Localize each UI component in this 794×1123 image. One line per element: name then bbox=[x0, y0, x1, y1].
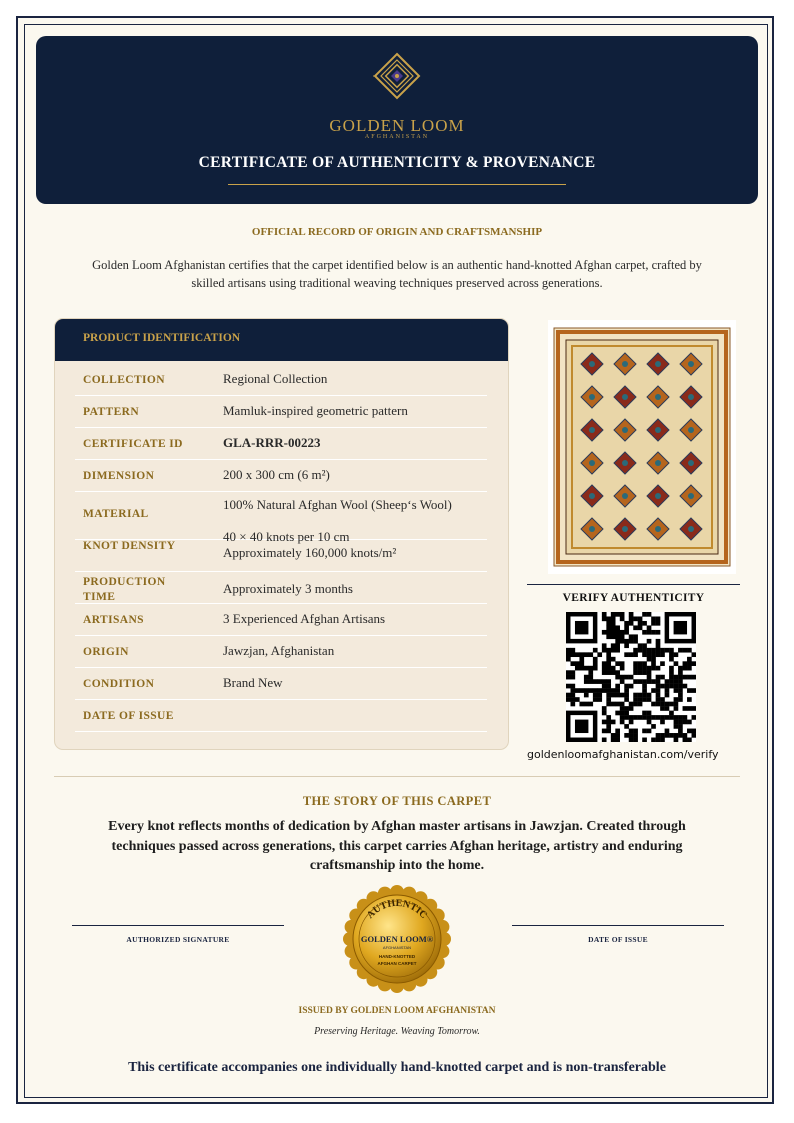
golden-loom-logo-icon bbox=[373, 52, 421, 100]
product-row-key: ORIGIN bbox=[83, 646, 129, 658]
date-of-issue-label: DATE OF ISSUE bbox=[588, 935, 648, 944]
product-row-key: COLLECTION bbox=[83, 374, 165, 386]
verify-divider bbox=[527, 584, 740, 585]
product-row-value: Mamluk-inspired geometric pattern bbox=[223, 403, 408, 418]
intro-label: OFFICIAL RECORD OF ORIGIN AND CRAFTSMANSHIP bbox=[251, 226, 543, 238]
product-row-value: Jawzjan, Afghanistan bbox=[223, 643, 335, 658]
product-row bbox=[75, 603, 487, 636]
header-divider bbox=[228, 184, 566, 185]
product-row-key: MATERIAL bbox=[83, 508, 149, 520]
product-row-value: 100% Natural Afghan Wool (Sheep‘s Wool) bbox=[223, 497, 452, 512]
product-row bbox=[75, 667, 487, 700]
product-row-key: CONDITION bbox=[83, 678, 155, 690]
product-row-key: DATE OF ISSUE bbox=[83, 710, 174, 722]
story-text: Every knot reflects months of dedication by Afghan master artisans in Jawzjan. Created through techniques passed across generations, this carpet carries Afghan heritage, artistry and enduring craftsmanship into the home. bbox=[108, 819, 686, 873]
issued-by: ISSUED BY GOLDEN LOOM AFGHANISTAN bbox=[298, 1006, 496, 1016]
product-row-key: DIMENSION bbox=[83, 470, 155, 482]
product-row-key: PRODUCTION TIME bbox=[83, 576, 166, 603]
product-row bbox=[75, 635, 487, 668]
product-row-value: Approximately 3 months bbox=[223, 581, 353, 596]
date-of-issue-line bbox=[512, 925, 724, 926]
certificate-header bbox=[36, 36, 758, 204]
seal-brand-sub: AFGHANISTAN bbox=[382, 945, 412, 950]
product-row-value: 200 x 300 cm (6 m²) bbox=[223, 467, 330, 482]
carpet-image bbox=[548, 320, 736, 574]
certificate-title: CERTIFICATE OF AUTHENTICITY & PROVENANCE bbox=[198, 154, 596, 171]
product-row-value: Brand New bbox=[223, 675, 283, 690]
story-title: THE STORY OF THIS CARPET bbox=[302, 794, 492, 808]
verification-url[interactable]: goldenloomafghanistan.com/verify bbox=[527, 748, 719, 761]
footer-statement: This certificate accompanies one individually hand-knotted carpet and is non-transferable bbox=[128, 1060, 666, 1075]
authorized-signature-label: AUTHORIZED SIGNATURE bbox=[126, 935, 230, 944]
seal-line-2: AFGHAN CARPET bbox=[377, 961, 417, 966]
product-row-key: CERTIFICATE ID bbox=[83, 438, 183, 450]
product-row bbox=[75, 699, 487, 732]
product-card-header bbox=[55, 319, 508, 361]
product-row bbox=[75, 571, 487, 604]
product-row-value: Regional Collection bbox=[223, 371, 328, 386]
section-divider bbox=[54, 776, 740, 777]
product-row bbox=[75, 395, 487, 428]
seal-top-text: AUTHENTIC bbox=[364, 897, 430, 921]
product-row bbox=[75, 523, 487, 572]
product-row-value: GLA-RRR-00223 bbox=[223, 435, 321, 450]
authentic-gold-seal bbox=[342, 884, 452, 994]
verification-qr-code[interactable] bbox=[566, 612, 696, 742]
product-row bbox=[75, 427, 487, 460]
product-identification-card bbox=[54, 318, 509, 750]
verify-label: VERIFY AUTHENTICITY bbox=[562, 592, 705, 604]
seal-brand: GOLDEN LOOM® bbox=[360, 934, 434, 944]
authorized-signature-line bbox=[72, 925, 284, 926]
product-row bbox=[75, 363, 487, 396]
product-row-key: PATTERN bbox=[83, 406, 140, 418]
intro-text: Golden Loom Afghanistan certifies that the carpet identified below is an authentic hand-knotted Afghan carpet, crafted by skilled artisans using traditional weaving techniques preserved across generations. bbox=[92, 258, 702, 290]
product-row-key: KNOT DENSITY bbox=[83, 540, 176, 552]
brand-name: GOLDEN LOOM bbox=[329, 116, 465, 135]
product-row-key: ARTISANS bbox=[83, 614, 144, 626]
product-card-title: PRODUCT IDENTIFICATION bbox=[83, 332, 241, 344]
seal-line-1: HAND-KNOTTED bbox=[378, 954, 416, 959]
product-row-value: 40 × 40 knots per 10 cm Approximately 160,000 knots/m² bbox=[223, 529, 397, 560]
issuer-motto: Preserving Heritage. Weaving Tomorrow. bbox=[314, 1026, 480, 1037]
product-row-value: 3 Experienced Afghan Artisans bbox=[223, 611, 386, 626]
brand-subtitle: AFGHANISTAN bbox=[364, 134, 430, 140]
product-row bbox=[75, 459, 487, 492]
